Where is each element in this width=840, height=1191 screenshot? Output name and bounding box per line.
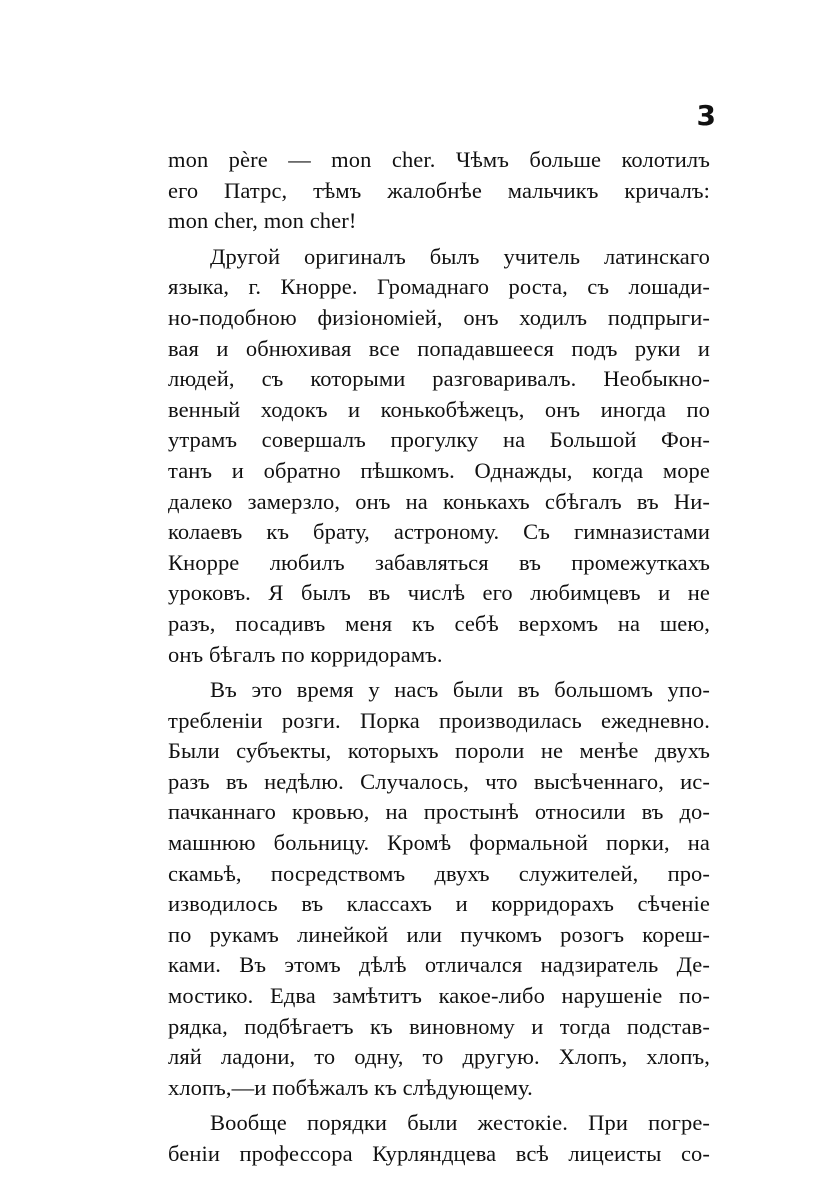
text-line: mon père — mon cher. Чѣмъ больше колотилъ bbox=[168, 147, 710, 172]
text-line: уроковъ. Я былъ въ числѣ его любимцевъ и не bbox=[168, 580, 710, 606]
text-line: мостико. Едва замѣтитъ какое-либо нарушеніе по- bbox=[168, 983, 710, 1009]
text-line: ляй ладони, то одну, то другую. Хлопъ, хлопъ, bbox=[168, 1044, 710, 1070]
text-line: Другой оригиналъ былъ учитель латинскаго bbox=[210, 243, 710, 269]
paragraph-2 bbox=[168, 242, 710, 670]
page-number: 3 bbox=[696, 99, 716, 132]
paragraph-1 bbox=[168, 145, 710, 237]
text-line: Въ это время у насъ были въ большомъ упо- bbox=[210, 677, 710, 703]
text-line: утрамъ совершалъ прогулку на Большой Фон- bbox=[168, 427, 710, 453]
text-line: беніи профессора Курляндцева всѣ лицеисты со- bbox=[168, 1141, 710, 1166]
text-line: далеко замерзло, онъ на конькахъ сбѣгалъ въ Ни- bbox=[168, 488, 710, 514]
text-line: изводилось въ классахъ и корридорахъ сѣченіе bbox=[168, 891, 710, 917]
text-line: колаевъ къ брату, астроному. Съ гимназистами bbox=[168, 519, 710, 545]
text-line: его Патрс, тѣмъ жалобнѣе мальчикъ кричалъ: bbox=[168, 177, 710, 203]
paragraph-4 bbox=[168, 1108, 710, 1169]
text-line: машнюю больницу. Кромѣ формальной порки, на bbox=[168, 830, 710, 856]
text-line: по рукамъ линейкой или пучкомъ розогъ корeш- bbox=[168, 921, 710, 947]
paragraph-3 bbox=[168, 675, 710, 1103]
text-line: венный ходокъ и конькобѣжецъ, онъ иногда по bbox=[168, 396, 710, 422]
text-line: хлопъ,—и побѣжалъ къ слѣдующему. bbox=[168, 1074, 533, 1100]
text-line: онъ бѣгалъ по корридорамъ. bbox=[168, 641, 443, 667]
text-line: разъ въ недѣлю. Случалось, что высѣченнаго, ис- bbox=[168, 768, 710, 794]
text-line: mon cher, mon cher! bbox=[168, 208, 357, 234]
text-line: танъ и обратно пѣшкомъ. Однажды, когда море bbox=[168, 457, 710, 483]
text-line: языка, г. Кнорре. Громаднаго роста, съ лошади- bbox=[168, 274, 710, 300]
text-line: рядка, подбѣгаетъ къ виновному и тогда подстав- bbox=[168, 1013, 710, 1039]
text-line: Вообще порядки были жестокіе. При погре- bbox=[210, 1110, 710, 1136]
text-line: требленіи розги. Порка производилась ежедневно. bbox=[168, 707, 710, 733]
text-line: вая и обнюхивая все попадавшееся подъ руки и bbox=[168, 335, 710, 361]
text-line: Были субъекты, которыхъ пороли не менѣе двухъ bbox=[168, 738, 710, 764]
text-line: разъ, посадивъ меня къ себѣ верхомъ на шею, bbox=[168, 610, 710, 636]
text-line: скамьѣ, посредствомъ двухъ служителей, про- bbox=[168, 860, 710, 886]
body-text bbox=[168, 145, 710, 1170]
text-line: ками. Въ этомъ дѣлѣ отличался надзиратель Де- bbox=[168, 952, 710, 978]
text-line: но-подобною физіономіей, онъ ходилъ подпрыги- bbox=[168, 304, 710, 330]
text-line: людей, съ которыми разговаривалъ. Необыкно- bbox=[168, 366, 710, 392]
text-line: пачканнаго кровью, на простынѣ относили въ до- bbox=[168, 799, 710, 825]
text-line: Кнорре любилъ забавляться въ промежуткахъ bbox=[168, 549, 710, 575]
